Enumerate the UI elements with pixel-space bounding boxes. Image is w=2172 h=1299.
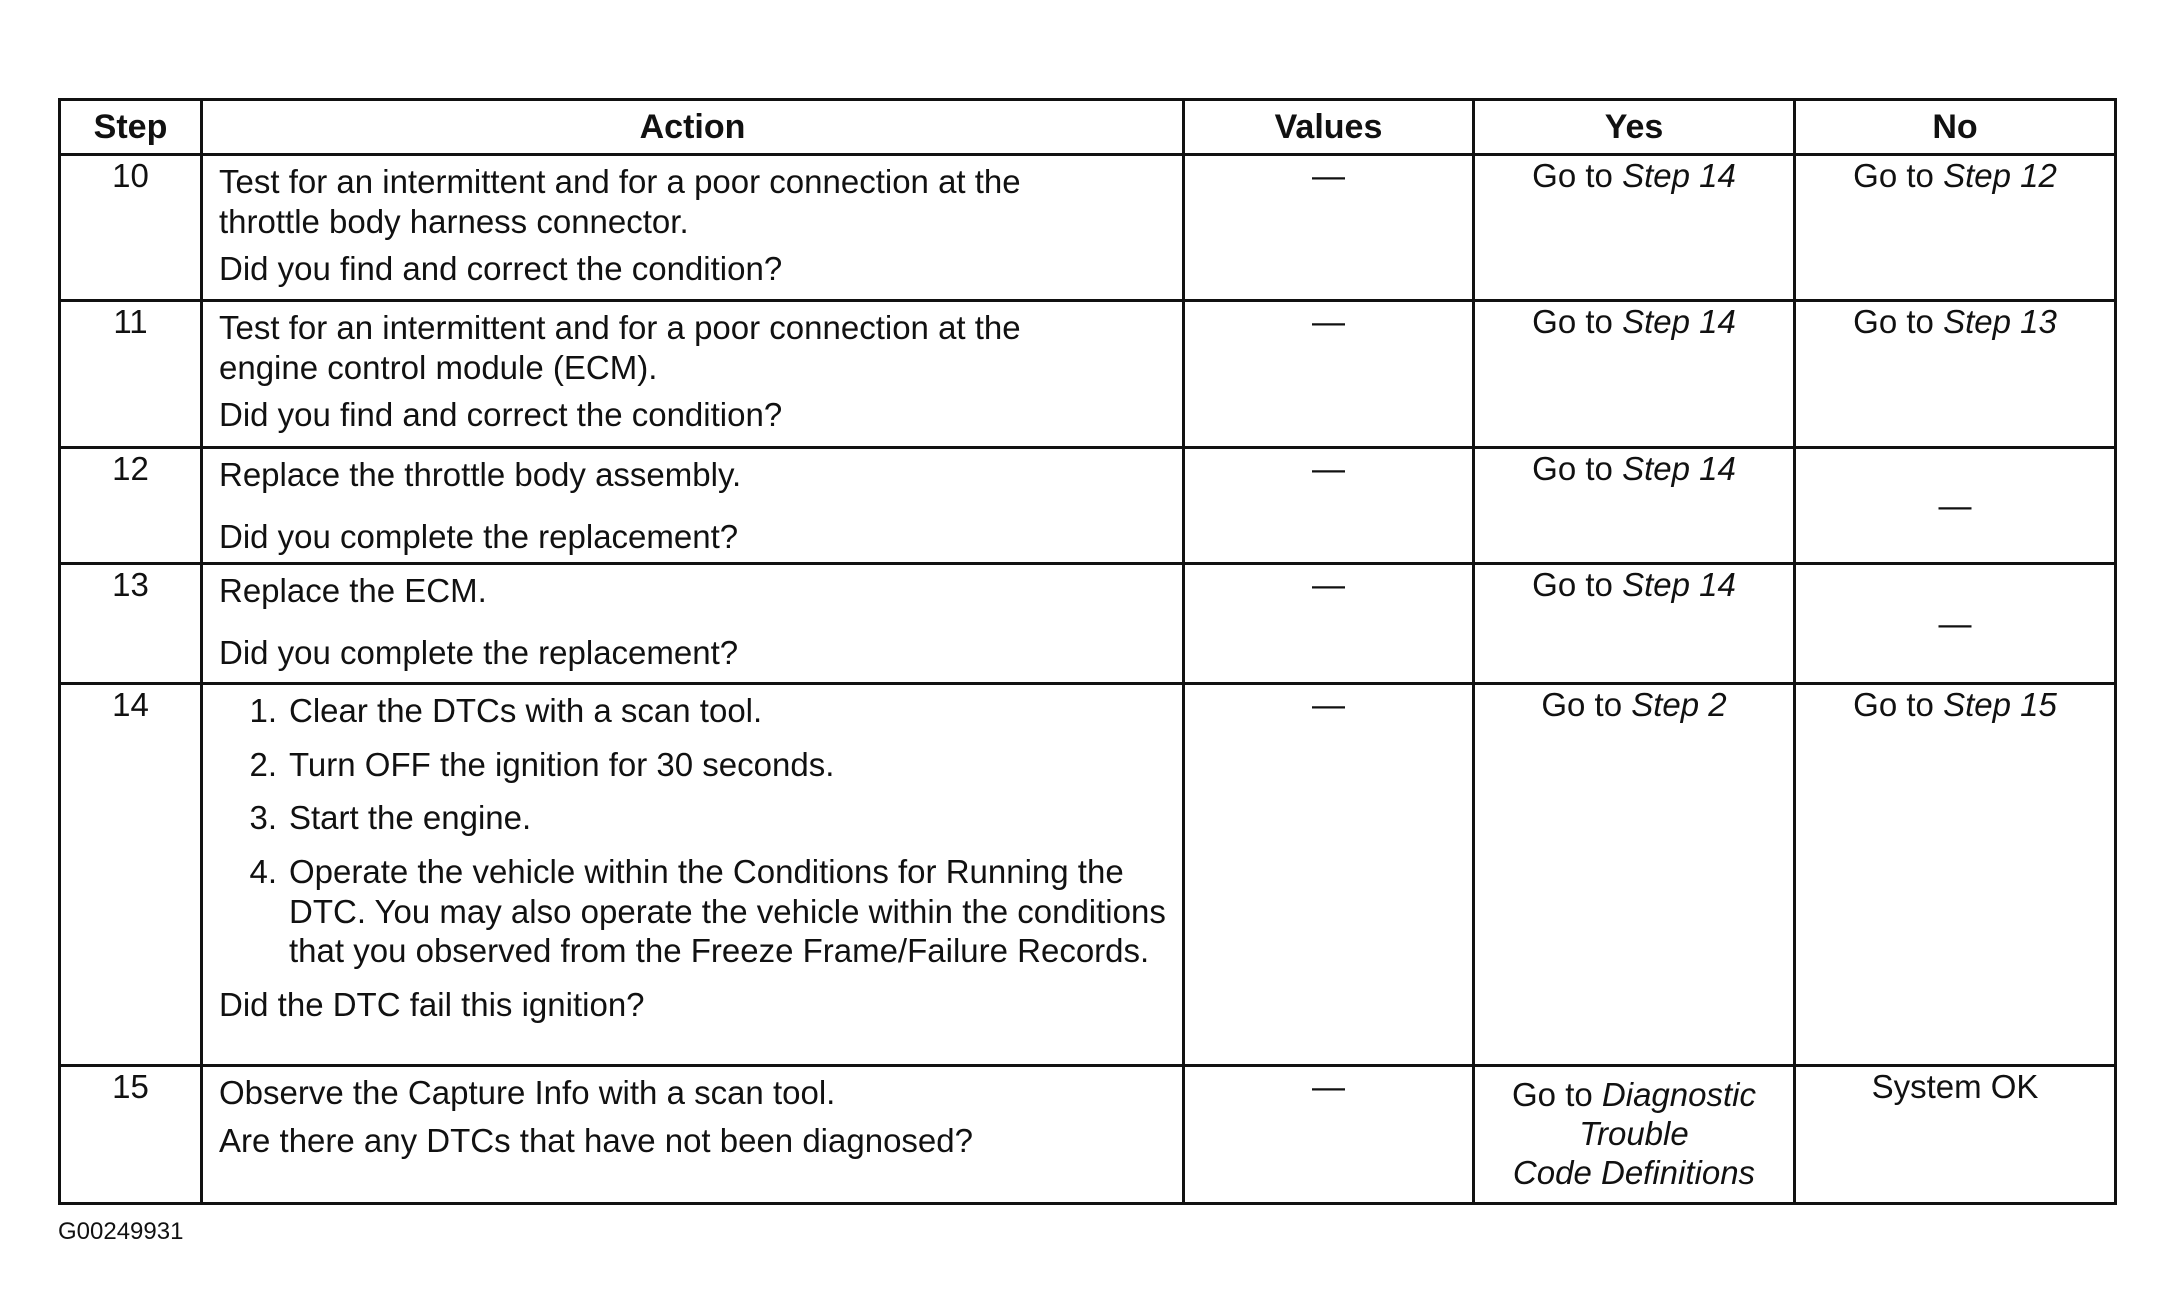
goto-prefix: Go to [1532,157,1623,194]
yes-cell [1474,564,1795,684]
action-question: Did you complete the replacement? [219,517,739,555]
list-item [219,745,1172,785]
section-reference: Trouble [1579,1115,1689,1153]
table-row-step-15 [60,1066,2116,1204]
goto-line [1475,1076,1793,1115]
table-row-step-10 [60,155,2116,301]
action-question: Did you find and correct the condition? [219,250,783,288]
yes-cell [1474,301,1795,448]
step-number: 11 [60,301,202,448]
values-cell: — [1184,1066,1474,1204]
step-reference: Step 14 [1622,450,1736,487]
yes-cell [1474,1066,1795,1204]
no-cell: System OK [1795,1066,2116,1204]
table-row-step-12 [60,448,2116,564]
action-cell [202,448,1184,564]
no-cell [1795,155,2116,301]
goto-prefix: Go to [1853,157,1944,194]
table-row-step-14 [60,684,2116,1066]
goto-prefix: Go to [1532,450,1623,487]
goto-prefix: Go to [1512,1076,1602,1114]
step-reference: Step 15 [1943,686,2057,724]
action-cell [202,684,1184,1066]
section-reference: Diagnostic [1601,1076,1756,1114]
list-item-text: Turn OFF the ignition for 30 seconds. [289,745,835,783]
header-values: Values [1184,100,1474,155]
goto-prefix: Go to [1532,566,1623,604]
action-question: Are there any DTCs that have not been diagnosed? [219,1121,973,1159]
action-cell [202,1066,1184,1204]
list-item-text: Operate the vehicle within the Conditions for Running the DTC. You may also operate the vehicle within the conditions that you observed from the Freeze Frame/Failure Records. [289,852,1166,970]
action-question: Did you complete the replacement? [219,633,739,671]
step-reference: Step 14 [1622,566,1736,604]
no-cell [1795,301,2116,448]
section-reference: Code Definitions [1512,1154,1756,1192]
list-item-number: 4. [249,852,277,890]
diagnostic-table [58,98,2117,1205]
goto-prefix: Go to [1541,686,1632,724]
step-reference: Step 12 [1943,157,2057,194]
list-item-number: 1. [249,692,277,730]
action-text: Replace the throttle body assembly. [219,456,742,493]
step-number: 13 [60,564,202,684]
procedure-list [219,691,1172,971]
table-row-step-13 [60,564,2116,684]
figure-id: G00249931 [58,1218,184,1245]
no-cell: — [1795,564,2116,684]
list-item-number: 3. [249,799,277,837]
header-yes: Yes [1474,100,1795,155]
action-cell [202,301,1184,448]
step-number: 15 [60,1066,202,1204]
action-text: throttle body harness connector. [219,202,689,240]
step-reference: Step 14 [1622,303,1736,340]
goto-prefix: Go to [1532,303,1623,340]
yes-cell [1474,155,1795,301]
action-text: Test for an intermittent and for a poor connection at the [219,309,1021,346]
action-text: Replace the ECM. [219,572,487,610]
step-reference: Step 14 [1622,157,1736,194]
header-action: Action [202,100,1184,155]
goto-prefix: Go to [1853,686,1944,724]
no-cell: — [1795,448,2116,564]
values-cell: — [1184,448,1474,564]
list-item [219,852,1172,971]
step-number: 12 [60,448,202,564]
no-cell [1795,684,2116,1066]
list-item [219,798,1172,838]
values-cell: — [1184,301,1474,448]
action-question: Did the DTC fail this ignition? [219,985,645,1023]
step-number: 10 [60,155,202,301]
list-item-number: 2. [249,745,277,783]
table-header-row [60,100,2116,155]
step-number: 14 [60,684,202,1066]
action-question: Did you find and correct the condition? [219,396,783,434]
header-step: Step [60,100,202,155]
action-cell [202,564,1184,684]
step-reference: Step 2 [1631,686,1727,724]
list-item [219,691,1172,731]
step-reference: Step 13 [1943,303,2057,340]
table-row-step-11 [60,301,2116,448]
action-text: Observe the Capture Info with a scan tool. [219,1074,836,1112]
action-text: Test for an intermittent and for a poor connection at the [219,163,1021,200]
list-item-text: Start the engine. [289,799,532,837]
yes-cell [1474,448,1795,564]
goto-prefix: Go to [1853,303,1944,340]
header-no: No [1795,100,2116,155]
action-text: engine control module (ECM). [219,348,658,386]
values-cell: — [1184,564,1474,684]
list-item-text: Clear the DTCs with a scan tool. [289,692,763,730]
yes-cell [1474,684,1795,1066]
values-cell: — [1184,684,1474,1066]
action-cell [202,155,1184,301]
values-cell: — [1184,155,1474,301]
